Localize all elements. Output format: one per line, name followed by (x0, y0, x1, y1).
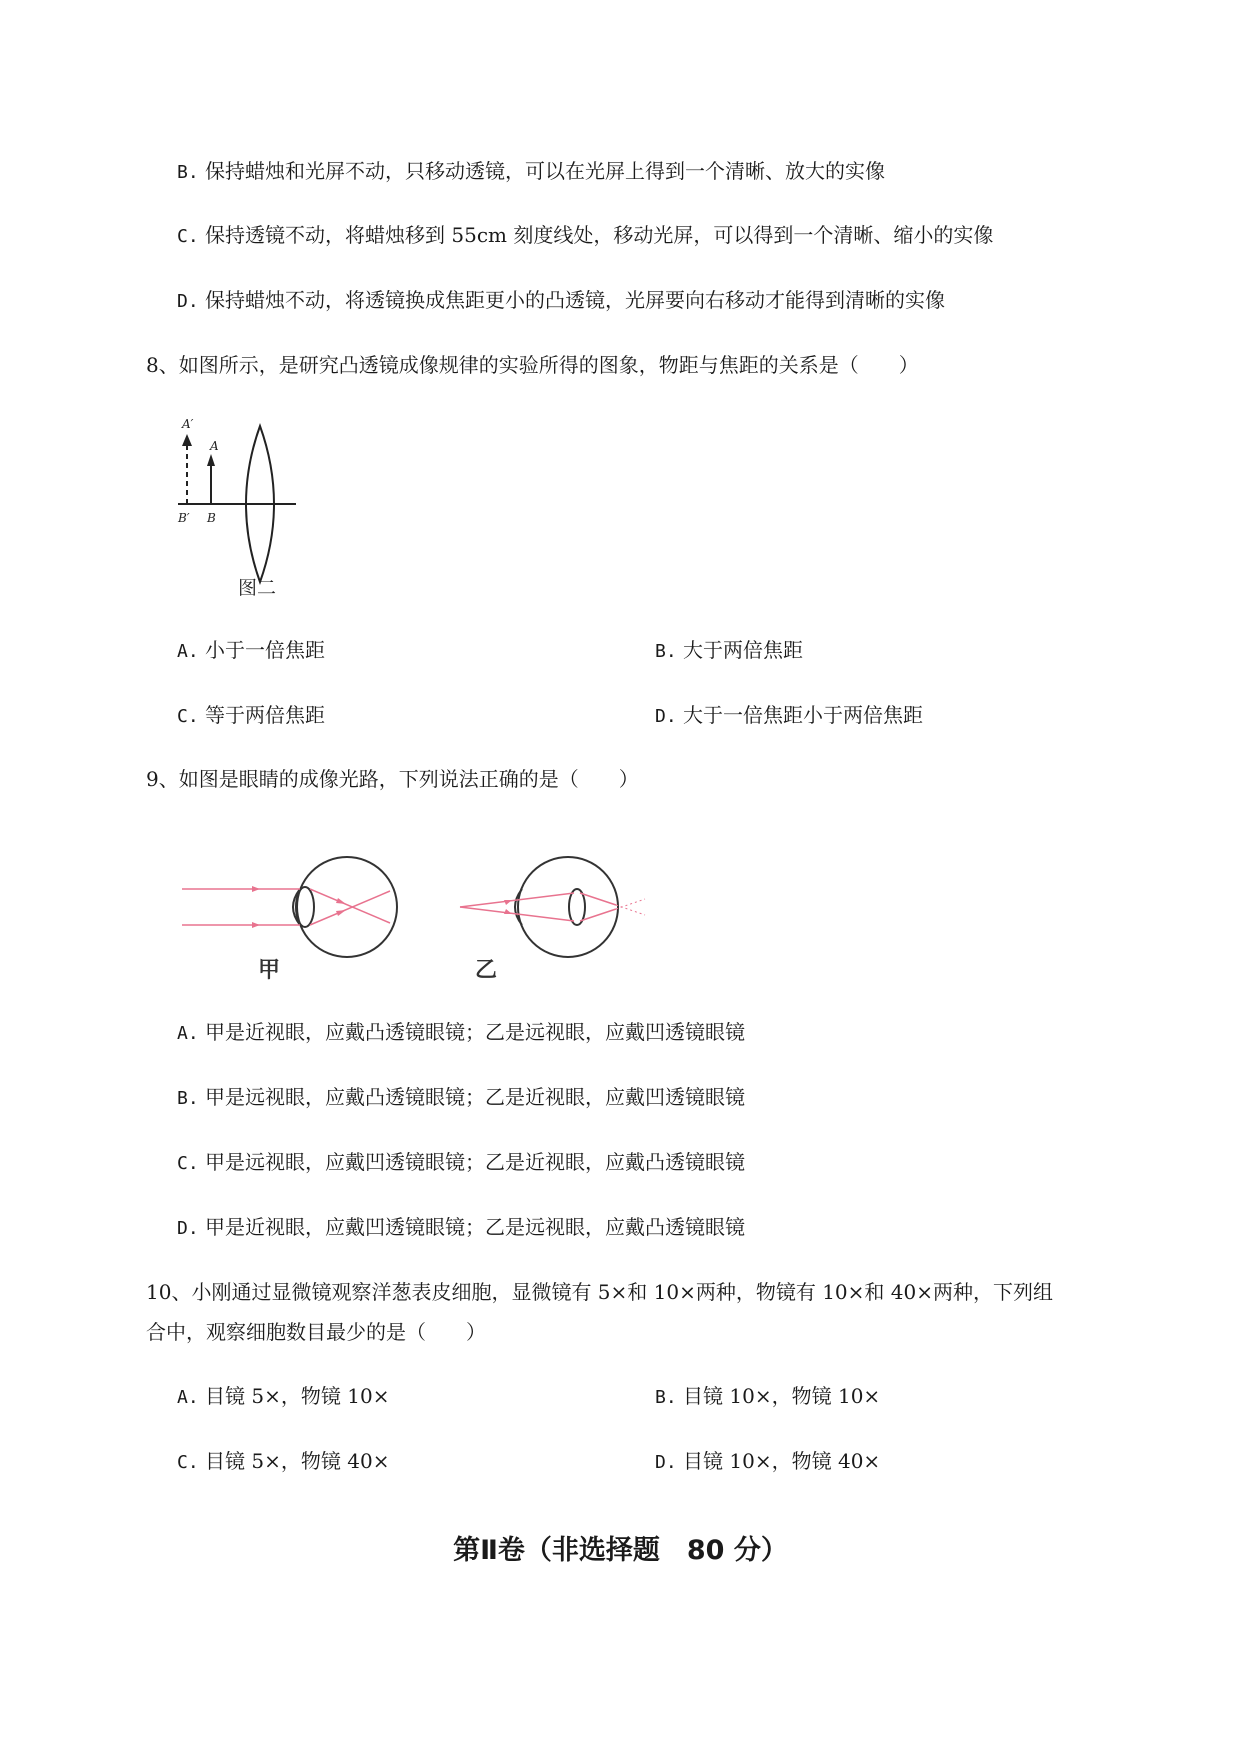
q10-option-c (177, 1447, 389, 1477)
q10-option-a (177, 1382, 389, 1412)
ray-arrow (252, 922, 260, 928)
ray-arrow (336, 898, 346, 904)
option-text: 目镜 5×，物镜 10× (205, 1384, 390, 1408)
option-letter: A. (177, 1387, 199, 1408)
option-letter: C. (177, 226, 199, 247)
q8-option-a (177, 636, 325, 666)
q8-lens-figure (170, 412, 310, 602)
label-left-eye: 甲 (258, 957, 281, 983)
q10-option-d (655, 1447, 880, 1477)
q10-stem-line2: 合中，观察细胞数目最少的是（ ） (146, 1320, 486, 1344)
option-text: 等于两倍焦距 (205, 703, 326, 727)
q8-option-b (655, 636, 803, 666)
q9-stem: 9、如图是眼睛的成像光路，下列说法正确的是（ ） (146, 767, 639, 791)
option-letter: B. (655, 641, 677, 662)
option-text: 目镜 10×，物镜 10× (683, 1384, 881, 1408)
label-b: B (207, 511, 216, 525)
option-text: 大于一倍焦距小于两倍焦距 (683, 703, 924, 727)
option-letter: C. (177, 706, 199, 727)
section-title: 第Ⅱ卷（非选择题 80 分） (453, 1535, 788, 1566)
option-text: 保持蜡烛和光屏不动，只移动透镜，可以在光屏上得到一个清晰、放大的实像 (205, 159, 886, 183)
virtual-image-arrowhead (182, 434, 192, 446)
ray-arrow (504, 900, 512, 905)
label-a: A (210, 439, 219, 453)
ray-arrow (504, 909, 512, 914)
q9-option-c (177, 1148, 745, 1178)
option-letter: C. (177, 1452, 199, 1473)
label-a-prime: A′ (182, 417, 194, 431)
label-right-eye: 乙 (475, 957, 498, 983)
ray-left-bottom-out (310, 891, 390, 925)
ray-left-top-out (310, 889, 390, 923)
q7-option-b (177, 157, 885, 187)
q7-option-c (177, 221, 993, 251)
q7-option-d (177, 286, 945, 316)
q10-option-b (655, 1382, 880, 1412)
option-text: 保持透镜不动，将蜡烛移到 55cm 刻度线处，移动光屏，可以得到一个清晰、缩小的实像 (205, 223, 994, 247)
ray-right-bottom-ext (616, 899, 645, 909)
option-text: 甲是远视眼，应戴凸透镜眼镜；乙是近视眼，应戴凹透镜眼镜 (205, 1085, 746, 1109)
option-letter: B. (655, 1387, 677, 1408)
option-letter: C. (177, 1153, 199, 1174)
figure-caption: 图二 (238, 577, 277, 599)
q8-option-d (655, 701, 923, 731)
option-text: 目镜 10×，物镜 40× (683, 1449, 881, 1473)
q10-stem-line1: 10、小刚通过显微镜观察洋葱表皮细胞，显微镜有 5×和 10×两种，物镜有 10×和 40×两种，下列组 (146, 1280, 1053, 1304)
lens-left (296, 887, 314, 927)
option-letter: D. (655, 1452, 677, 1473)
option-text: 小于一倍焦距 (205, 638, 326, 662)
eye-right (460, 857, 645, 957)
option-letter: B. (177, 1088, 199, 1109)
option-letter: D. (655, 706, 677, 727)
label-b-prime: B′ (178, 511, 190, 525)
option-letter: B. (177, 162, 199, 183)
eyeball-left (297, 857, 397, 957)
q8-stem: 8、如图所示，是研究凸透镜成像规律的实验所得的图象，物距与焦距的关系是（ ） (146, 353, 919, 377)
q9-option-a (177, 1018, 745, 1048)
q9-option-d (177, 1213, 745, 1243)
option-text: 大于两倍焦距 (683, 638, 804, 662)
option-letter: D. (177, 291, 199, 312)
object-arrowhead (207, 454, 215, 466)
ray-arrow (252, 886, 260, 892)
option-letter: A. (177, 641, 199, 662)
option-text: 甲是近视眼，应戴凹透镜眼镜；乙是远视眼，应戴凸透镜眼镜 (205, 1215, 746, 1239)
q8-option-c (177, 701, 325, 731)
option-letter: A. (177, 1023, 199, 1044)
ray-arrow (336, 910, 346, 916)
eye-left (182, 857, 397, 957)
ray-right-top-ext (616, 905, 645, 915)
option-text: 甲是近视眼，应戴凸透镜眼镜；乙是远视眼，应戴凹透镜眼镜 (205, 1020, 746, 1044)
option-text: 目镜 5×，物镜 40× (205, 1449, 390, 1473)
q9-eye-figure (170, 855, 690, 985)
option-text: 保持蜡烛不动，将透镜换成焦距更小的凸透镜，光屏要向右移动才能得到清晰的实像 (205, 288, 946, 312)
q9-option-b (177, 1083, 745, 1113)
option-letter: D. (177, 1218, 199, 1239)
option-text: 甲是远视眼，应戴凹透镜眼镜；乙是近视眼，应戴凸透镜眼镜 (205, 1150, 746, 1174)
